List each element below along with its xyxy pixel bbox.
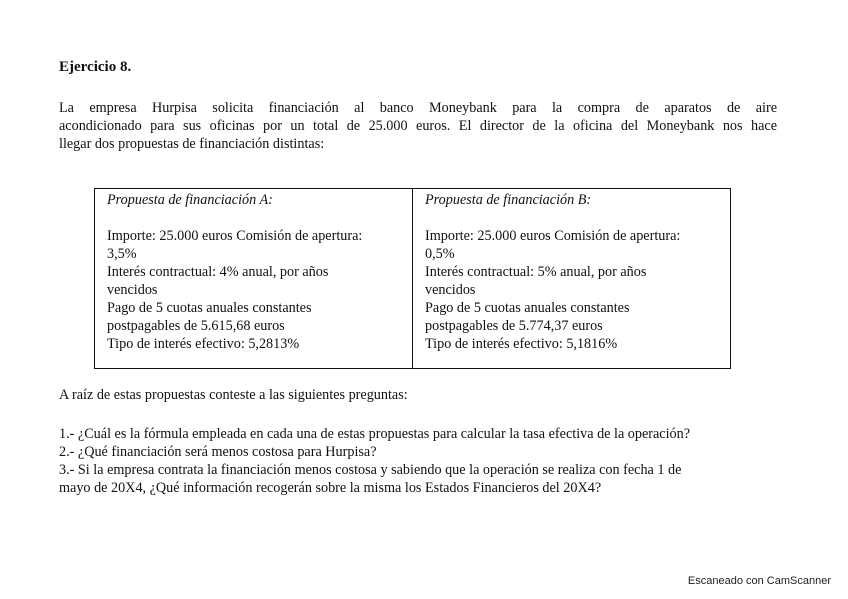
question-item: mayo de 20X4, ¿Qué información recogerán sobre la misma los Estados Financieros del 20X4? [59, 480, 602, 496]
question-item: 1.- ¿Cuál es la fórmula empleada en cada una de estas propuestas para calcular la tasa efectiva de la operación? [59, 426, 691, 442]
proposal-a-line: postpagables de 5.615,68 euros [107, 318, 285, 334]
proposal-a-line: Importe: 25.000 euros Comisión de apertura: [107, 228, 363, 244]
exercise-title: Ejercicio 8. [59, 59, 132, 75]
proposal-b-cell [413, 189, 731, 369]
proposal-b-line: Tipo de interés efectivo: 5,1816% [425, 336, 618, 352]
proposal-b-line: Importe: 25.000 euros Comisión de apertura: [425, 228, 681, 244]
intro-line: acondicionado para sus oficinas por un total de 25.000 euros. El director de la oficina del Moneybank nos hace [59, 118, 777, 134]
questions-lead: A raíz de estas propuestas conteste a las siguientes preguntas: [59, 387, 408, 403]
questions-list [59, 425, 777, 497]
proposal-a-line: Pago de 5 cuotas anuales constantes [107, 300, 312, 316]
intro-line: llegar dos propuestas de financiación distintas: [59, 136, 325, 152]
proposal-a-title: Propuesta de financiación A: [107, 192, 273, 208]
intro-line: La empresa Hurpisa solicita financiación al banco Moneybank para la compra de aparatos de aire [59, 100, 777, 116]
proposal-a-line: Tipo de interés efectivo: 5,2813% [107, 336, 300, 352]
proposals-table [94, 188, 731, 369]
question-item: 3.- Si la empresa contrata la financiación menos costosa y sabiendo que la operación se realiza con fecha 1 de [59, 462, 682, 478]
proposal-a-line: Interés contractual: 4% anual, por años [107, 264, 329, 280]
question-item: 2.- ¿Qué financiación será menos costosa para Hurpisa? [59, 444, 377, 460]
proposal-b-title: Propuesta de financiación B: [425, 192, 592, 208]
proposal-b-line: vencidos [425, 282, 476, 298]
intro-paragraph [59, 99, 777, 153]
proposal-a-line: vencidos [107, 282, 158, 298]
proposal-b-line: postpagables de 5.774,37 euros [425, 318, 603, 334]
proposal-a-line: 3,5% [107, 246, 137, 262]
proposal-b-line: 0,5% [425, 246, 455, 262]
scanner-watermark: Escaneado con CamScanner [687, 575, 831, 587]
proposal-b-line: Pago de 5 cuotas anuales constantes [425, 300, 630, 316]
proposal-a-cell [95, 189, 413, 369]
proposal-b-line: Interés contractual: 5% anual, por años [425, 264, 647, 280]
